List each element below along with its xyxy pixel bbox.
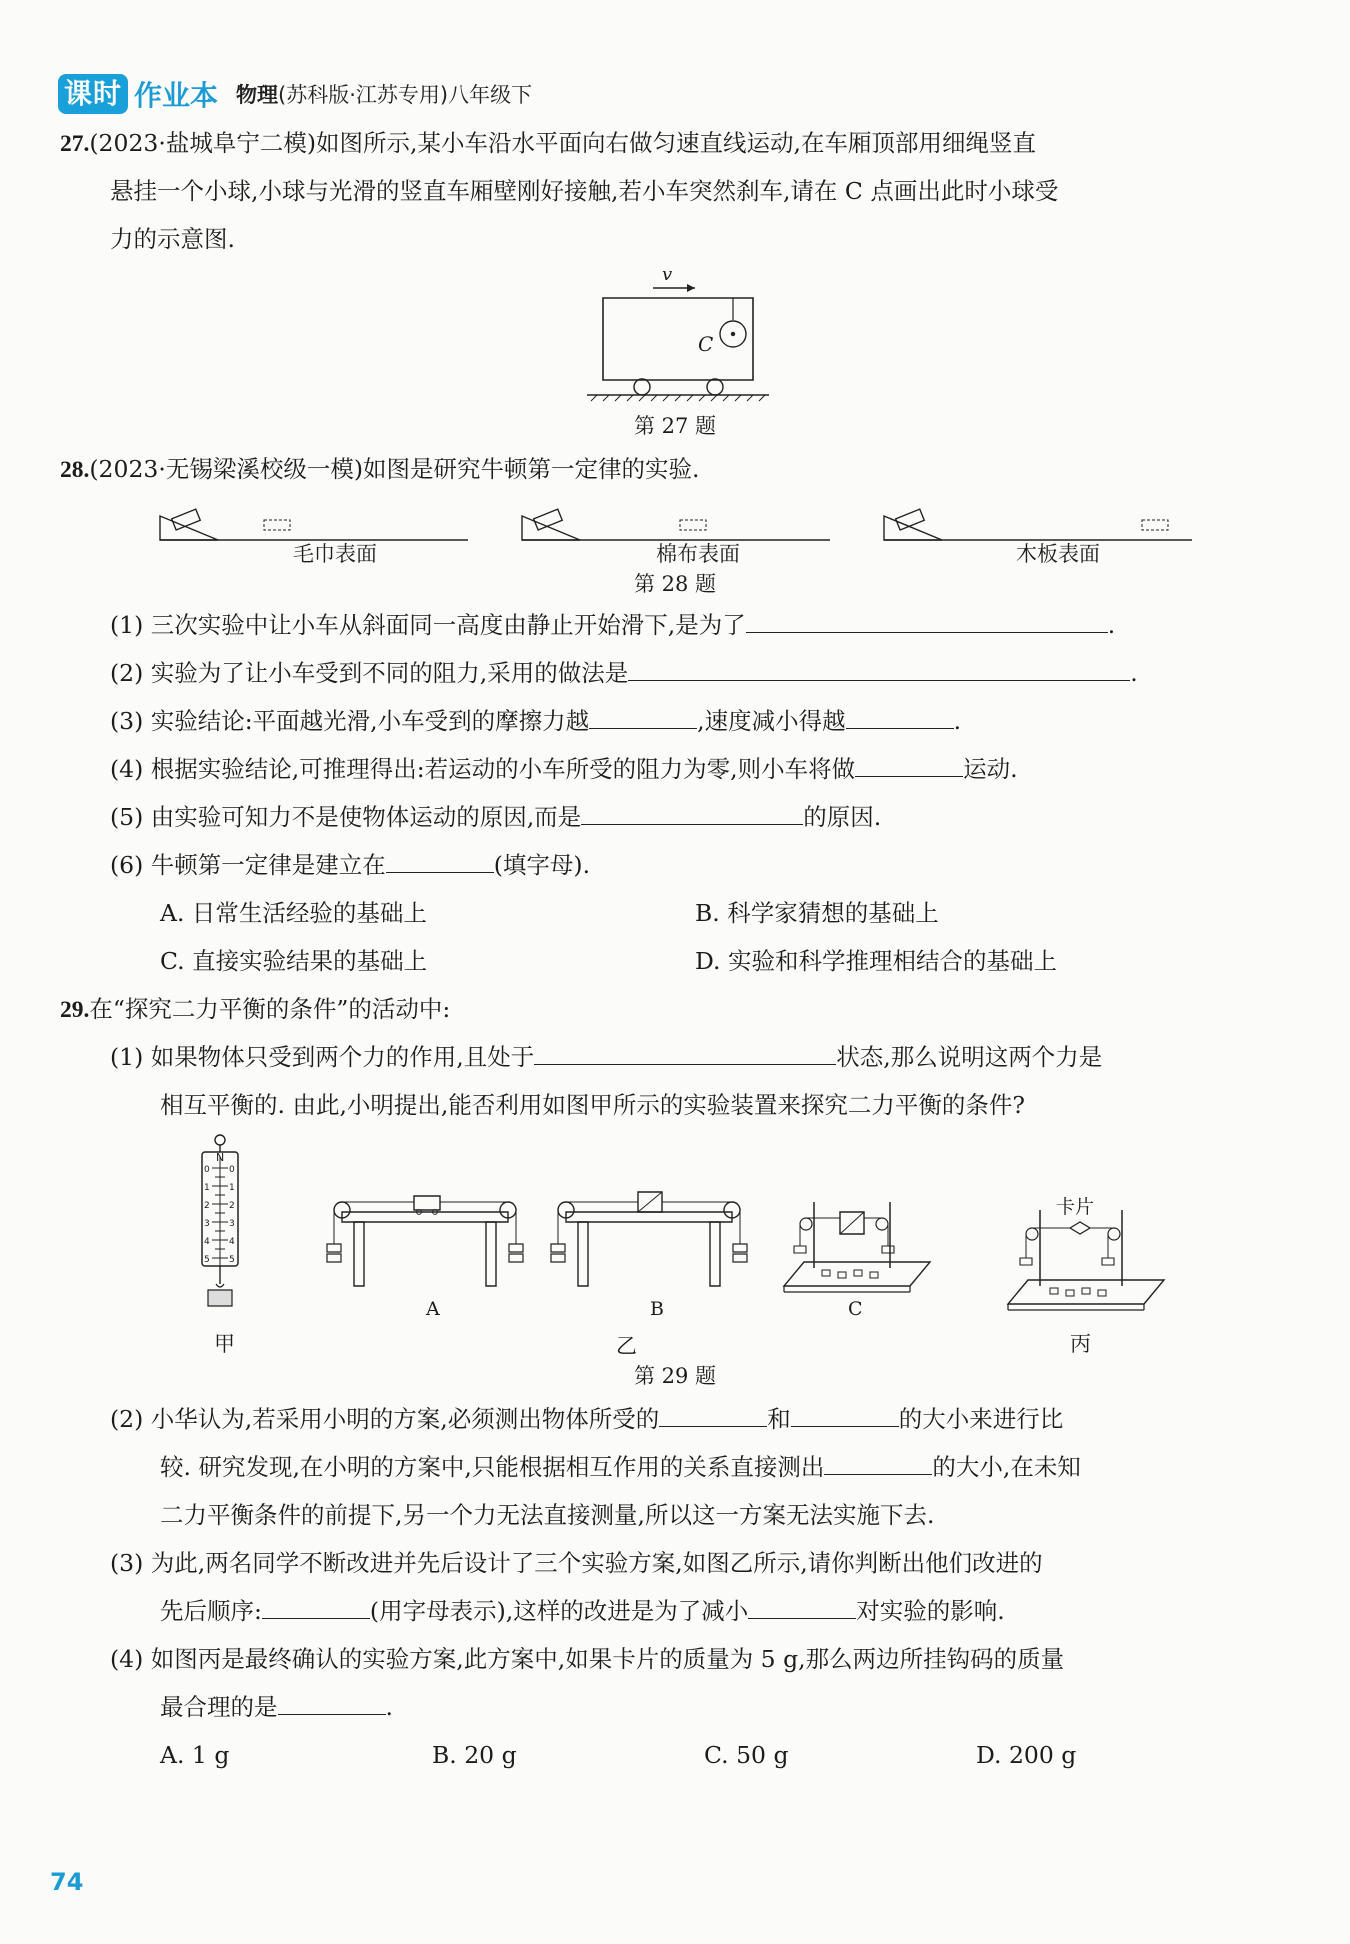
fig-label-bing: 丙 — [1070, 1332, 1091, 1356]
q29-part-1-text-a: (1) 如果物体只受到两个力的作用,且处于 — [110, 1043, 535, 1071]
q27-text-1: 如图所示,某小车沿水平面向右做匀速直线运动,在车厢顶部用细绳竖直 — [316, 129, 1036, 157]
q29-blank-3a[interactable] — [262, 1594, 370, 1619]
subject-line — [236, 79, 532, 109]
fig-label-yi: 乙 — [616, 1334, 637, 1358]
scale-numbers-right — [229, 1161, 235, 1269]
scale-num: 3 — [204, 1219, 210, 1229]
q29-line-1 — [60, 992, 450, 1027]
scale-num: 5 — [204, 1255, 210, 1265]
q28-part-1 — [110, 608, 1115, 642]
scale-num: 4 — [229, 1237, 235, 1247]
q28-part-6-text-b: (填字母). — [493, 851, 591, 879]
q29-blank-2a[interactable] — [659, 1402, 767, 1427]
q29-part-4-text-b: 最合理的是 — [160, 1693, 278, 1721]
q27-source: (2023·盐城阜宁二模) — [89, 129, 316, 157]
q29-part-2 — [110, 1402, 1063, 1436]
q28-part-1-text: (1) 三次实验中让小车从斜面同一高度由静止开始滑下,是为了 — [110, 611, 746, 639]
table-setup-a — [322, 1198, 532, 1303]
q28-part-2 — [110, 656, 1138, 690]
q28-part-3-text-a: (3) 实验结论:平面越光滑,小车受到的摩擦力越 — [110, 707, 590, 735]
q28-part-5-text-b: 的原因. — [803, 803, 882, 831]
q29-part-3-text-c: (用字母表示),这样的改进是为了减小 — [369, 1597, 749, 1625]
q29-option-b[interactable]: B. 20 g — [432, 1741, 517, 1769]
q29-part-2-text-c: 的大小来进行比 — [898, 1405, 1064, 1433]
logo-badge: 课时 — [58, 74, 128, 114]
q29-option-a[interactable]: A. 1 g — [160, 1741, 230, 1769]
q27-line-1 — [60, 126, 1036, 161]
q29-part-4-line-2 — [160, 1690, 393, 1724]
fig-label-b: B — [650, 1298, 664, 1320]
q27-number: 27. — [60, 131, 90, 157]
q29-intro: 在“探究二力平衡的条件”的活动中: — [89, 995, 451, 1023]
scale-num: 1 — [204, 1183, 210, 1193]
q28-blank-2[interactable] — [628, 656, 1130, 681]
q28-option-d[interactable]: D. 实验和科学推理相结合的基础上 — [695, 947, 1057, 975]
q28-part-6 — [110, 848, 590, 882]
q29-option-c[interactable]: C. 50 g — [704, 1741, 789, 1769]
fig-label-a: A — [426, 1298, 440, 1320]
stand-setup-c — [782, 1200, 932, 1300]
scale-num: 4 — [204, 1237, 210, 1247]
fig-label-jia: 甲 — [214, 1332, 235, 1356]
surface-label-cotton: 棉布表面 — [656, 542, 740, 566]
surface-label-towel: 毛巾表面 — [293, 542, 377, 566]
q28-part-4 — [110, 752, 1018, 786]
scale-num: 3 — [229, 1219, 235, 1229]
q28-part-5-text-a: (5) 由实验可知力不是使物体运动的原因,而是 — [110, 803, 582, 831]
q29-part-4: (4) 如图丙是最终确认的实验方案,此方案中,如果卡片的质量为 5 g,那么两边所挂钩码的质量 — [110, 1645, 1065, 1673]
q29-part-2-text-a: (2) 小华认为,若采用小明的方案,必须测出物体所受的 — [110, 1405, 660, 1433]
scale-num: 5 — [229, 1255, 235, 1265]
q28-ramp-figure-2 — [520, 500, 832, 542]
q28-option-a[interactable]: A. 日常生活经验的基础上 — [160, 899, 427, 927]
q27-point-c-label: C — [698, 332, 714, 356]
q28-blank-3a[interactable] — [589, 704, 697, 729]
scale-num: 1 — [229, 1183, 235, 1193]
scale-num: 0 — [229, 1165, 235, 1175]
q28-part-3-text-b: ,速度减小得越 — [697, 707, 846, 735]
q28-blank-4[interactable] — [855, 752, 963, 777]
q29-number: 29. — [60, 997, 90, 1023]
q29-part-2-line-3: 二力平衡条件的前提下,另一个力无法直接测量,所以这一方案无法实施下去. — [160, 1501, 935, 1529]
q29-blank-1[interactable] — [534, 1040, 836, 1065]
q28-part-4-text-b: 运动. — [963, 755, 1018, 783]
q29-part-2-text-d: 较. 研究发现,在小明的方案中,只能根据相互作用的关系直接测出 — [160, 1453, 825, 1481]
q28-intro: 如图是研究牛顿第一定律的实验. — [363, 455, 700, 483]
surface-label-wood: 木板表面 — [1016, 542, 1100, 566]
table-setup-b — [546, 1198, 756, 1303]
q28-part-1-end: . — [1107, 611, 1116, 639]
edition-text: (苏科版·江苏专用)八年级下 — [278, 83, 533, 107]
q29-part-2-line-2 — [160, 1450, 1081, 1484]
q28-caption: 第 28 题 — [633, 572, 717, 596]
subject-name: 物理 — [236, 83, 279, 107]
q29-blank-4[interactable] — [278, 1690, 386, 1715]
q29-blank-3b[interactable] — [748, 1594, 856, 1619]
fig-label-c: C — [848, 1298, 863, 1320]
scale-numbers-left — [204, 1161, 210, 1269]
q29-blank-2c[interactable] — [824, 1450, 932, 1475]
scale-num: 2 — [229, 1201, 235, 1211]
q28-part-2-end: . — [1130, 659, 1138, 687]
logo-text: 作业本 — [134, 79, 219, 112]
q29-part-4-end: . — [385, 1693, 393, 1721]
q29-part-3: (3) 为此,两名同学不断改进并先后设计了三个实验方案,如图乙所示,请你判断出他们改进的 — [110, 1549, 1043, 1577]
q28-option-c[interactable]: C. 直接实验结果的基础上 — [160, 947, 428, 975]
q29-option-d[interactable]: D. 200 g — [976, 1741, 1077, 1769]
q29-part-2-text-b: 和 — [767, 1405, 791, 1433]
q28-blank-3b[interactable] — [846, 704, 954, 729]
q28-part-2-text: (2) 实验为了让小车受到不同的阻力,采用的做法是 — [110, 659, 629, 687]
q28-part-5 — [110, 800, 881, 834]
q28-blank-1[interactable] — [746, 608, 1108, 633]
q27-velocity-label: v — [662, 264, 673, 285]
q28-blank-5[interactable] — [581, 800, 803, 825]
q28-option-b[interactable]: B. 科学家猜想的基础上 — [695, 899, 939, 927]
q28-part-3-end: . — [953, 707, 962, 735]
scale-unit-label: N — [216, 1151, 225, 1164]
q28-blank-6[interactable] — [386, 848, 494, 873]
q29-part-1 — [110, 1040, 1102, 1074]
q28-source: (2023·无锡梁溪校级一模) — [89, 455, 363, 483]
scale-num: 2 — [204, 1201, 210, 1211]
q29-part-3-line-2 — [160, 1594, 1005, 1628]
q28-line-1 — [60, 452, 699, 487]
q28-part-4-text-a: (4) 根据实验结论,可推理得出:若运动的小车所受的阻力为零,则小车将做 — [110, 755, 856, 783]
book-header — [58, 72, 532, 116]
q27-caption: 第 27 题 — [633, 414, 717, 438]
q27-line-2: 悬挂一个小球,小球与光滑的竖直车厢壁刚好接触,若小车突然刹车,请在 C 点画出此时小球受 — [110, 177, 1059, 205]
q28-part-6-text-a: (6) 牛顿第一定律是建立在 — [110, 851, 386, 879]
q29-part-1-text-b: 状态,那么说明这两个力是 — [836, 1043, 1103, 1071]
q29-part-3-text-b: 先后顺序: — [160, 1597, 262, 1625]
q29-part-3-text-d: 对实验的影响. — [856, 1597, 1005, 1625]
scale-num: 0 — [204, 1165, 210, 1175]
card-label: 卡片 — [1056, 1196, 1095, 1218]
q29-caption: 第 29 题 — [633, 1364, 717, 1388]
q28-part-3 — [110, 704, 961, 738]
q29-part-1-line-2: 相互平衡的. 由此,小明提出,能否利用如图甲所示的实验装置来探究二力平衡的条件? — [160, 1091, 1025, 1119]
q27-cart-figure — [585, 268, 775, 408]
q28-ramp-figure-3 — [882, 500, 1194, 542]
q28-ramp-figure-1 — [158, 500, 470, 542]
q28-number: 28. — [60, 457, 90, 483]
q29-part-2-text-e: 的大小,在未知 — [932, 1453, 1081, 1481]
q27-line-3: 力的示意图. — [110, 225, 235, 253]
q29-blank-2b[interactable] — [791, 1402, 899, 1427]
page-number: 74 — [50, 1868, 84, 1896]
